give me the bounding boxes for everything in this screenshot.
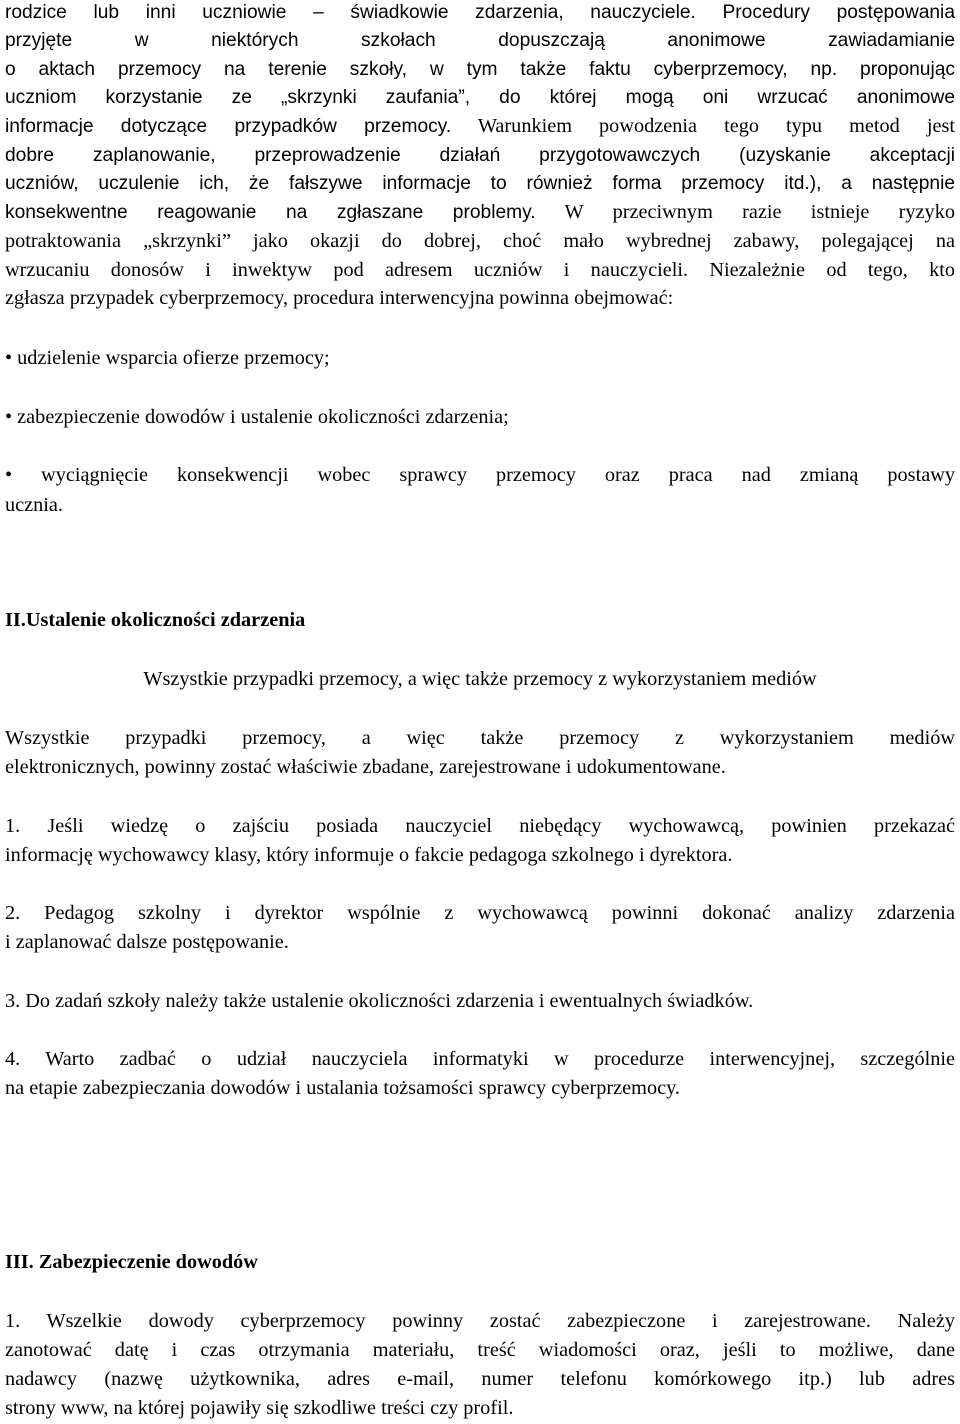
bullet-item: • udzielenie wsparcia ofierze przemocy; [5, 347, 330, 369]
paragraph-line: rodzice lub inni uczniowie – świadkowie zdarzenia, nauczyciele. Procedury postępowania [5, 2, 955, 23]
paragraph-line: uczniów, uczulenie ich, że fałszywe informacje to również forma przemocy itd.), a następnie [5, 173, 955, 194]
numbered-point: 1. Wszelkie dowody cyberprzemocy powinny zostać zabezpieczone i zarejestrowane. Należy [5, 1310, 955, 1332]
paragraph-line: zgłasza przypadek cyberprzemocy, procedura interwencyjna powinna obejmować: [5, 287, 674, 309]
numbered-point: 3. Do zadań szkoły należy także ustalenie okoliczności zdarzenia i ewentualnych świadków. [5, 990, 754, 1012]
numbered-point-continuation: na etapie zabezpieczania dowodów i ustalania tożsamości sprawcy cyberprzemocy. [5, 1077, 680, 1099]
numbered-point-continuation: i zaplanować dalsze postępowanie. [5, 931, 289, 953]
paragraph-line-mixed [5, 112, 955, 141]
paragraph-fragment: Warunkiem powodzenia tego typu metod jest [477, 115, 955, 137]
paragraph-line: Wszystkie przypadki przemocy, a więc także przemocy z wykorzystaniem mediów [5, 727, 955, 749]
paragraph-fragment: konsekwentne reagowanie na zgłaszane problemy. [5, 202, 536, 223]
paragraph-line-mixed [5, 198, 955, 227]
section-heading: III. Zabezpieczenie dowodów [5, 1251, 258, 1273]
paragraph-line-mixed [5, 256, 955, 285]
paragraph-fragment: wrzucaniu donosów i inwektyw pod adresem uczniów i nauczycieli. [5, 259, 689, 281]
paragraph-line: dobre zaplanowanie, przeprowadzenie działań przygotowawczych (uzyskanie akceptacji [5, 145, 955, 166]
bullet-item-continuation: ucznia. [5, 494, 63, 516]
paragraph-fragment: W przeciwnym razie istnieje ryzyko [564, 201, 955, 223]
numbered-point: 1. Jeśli wiedzę o zajściu posiada nauczyciel niebędący wychowawcą, powinien przekazać [5, 815, 955, 837]
numbered-point-continuation: informację wychowawcy klasy, który informuje o fakcie pedagoga szkolnego i dyrektora. [5, 844, 733, 866]
paragraph-line: uczniom korzystanie ze „skrzynki zaufania”, do której mogą oni wrzucać anonimowe [5, 87, 955, 108]
numbered-point: 4. Warto zadbać o udział nauczyciela informatyki w procedurze interwencyjnej, szczególnie [5, 1048, 955, 1070]
numbered-point: 2. Pedagog szkolny i dyrektor wspólnie z wychowawcą powinni dokonać analizy zdarzenia [5, 902, 955, 924]
numbered-point-continuation: nadawcy (nazwę użytkownika, adres e-mail, numer telefonu komórkowego itp.) lub adres [5, 1368, 955, 1390]
paragraph-fragment: informacje dotyczące przypadków przemocy. [5, 116, 452, 137]
centered-line: Wszystkie przypadki przemocy, a więc także przemocy z wykorzystaniem mediów [143, 668, 817, 690]
paragraph-line: przyjęte w niektórych szkołach dopuszczają anonimowe zawiadamianie [5, 30, 955, 51]
section-heading: II.Ustalenie okoliczności zdarzenia [5, 609, 306, 631]
paragraph-line: potraktowania „skrzynki” jako okazji do dobrej, choć mało wybrednej zabawy, polegającej na [5, 230, 955, 252]
bullet-item: • wyciągnięcie konsekwencji wobec sprawcy przemocy oraz praca nad zmianą postawy [5, 464, 955, 486]
numbered-point-continuation: strony www, na której pojawiły się szkodliwe treści czy profil. [5, 1397, 514, 1419]
paragraph-line: o aktach przemocy na terenie szkoły, w tym także faktu cyberprzemocy, np. proponując [5, 59, 955, 80]
numbered-point-continuation: zanotować datę i czas otrzymania materiału, treść wiadomości oraz, jeśli to możliwe, dane [5, 1339, 955, 1361]
paragraph-line: elektronicznych, powinny zostać właściwie zbadane, zarejestrowane i udokumentowane. [5, 756, 726, 778]
paragraph-fragment: Niezależnie od tego, kto [709, 259, 955, 281]
bullet-item: • zabezpieczenie dowodów i ustalenie okoliczności zdarzenia; [5, 406, 509, 428]
